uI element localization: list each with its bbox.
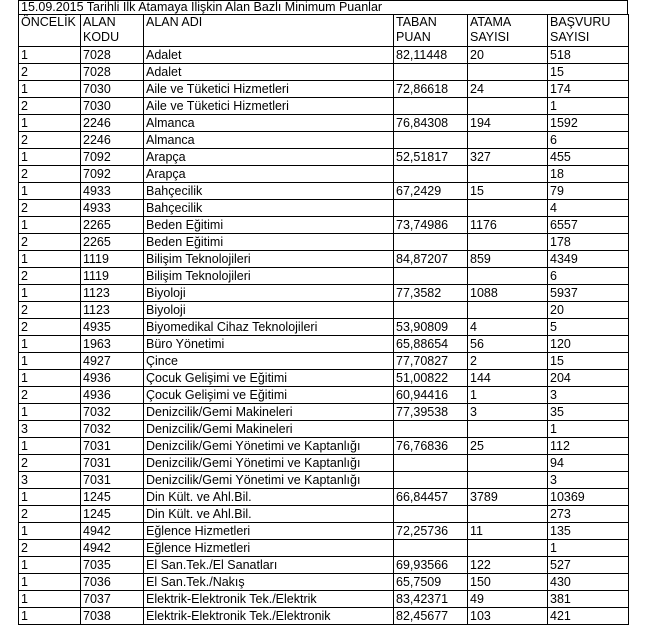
cell-alan-kodu: 7092	[81, 149, 144, 166]
cell-basvuru-sayisi: 1	[548, 540, 629, 557]
header-row	[19, 15, 629, 47]
cell-alan-kodu: 1963	[81, 336, 144, 353]
header-alan-adi: ALAN ADI	[144, 15, 394, 47]
cell-basvuru-sayisi: 6	[548, 132, 629, 149]
cell-basvuru-sayisi: 6	[548, 268, 629, 285]
cell-taban-puan: 72,25736	[394, 523, 468, 540]
cell-oncelik: 2	[19, 540, 81, 557]
cell-taban-puan	[394, 166, 468, 183]
cell-oncelik: 1	[19, 557, 81, 574]
cell-alan-kodu: 1245	[81, 506, 144, 523]
table-row	[19, 183, 629, 200]
cell-oncelik: 1	[19, 353, 81, 370]
cell-alan-kodu: 2246	[81, 115, 144, 132]
cell-taban-puan: 60,94416	[394, 387, 468, 404]
cell-oncelik: 1	[19, 115, 81, 132]
table-row	[19, 285, 629, 302]
cell-atama-sayisi	[468, 421, 548, 438]
table-row	[19, 404, 629, 421]
table-row	[19, 81, 629, 98]
cell-atama-sayisi	[468, 64, 548, 81]
cell-taban-puan: 76,84308	[394, 115, 468, 132]
cell-alan-kodu: 7030	[81, 98, 144, 115]
cell-atama-sayisi	[468, 472, 548, 489]
cell-alan-kodu: 7092	[81, 166, 144, 183]
cell-atama-sayisi: 1	[468, 387, 548, 404]
cell-basvuru-sayisi: 381	[548, 591, 629, 608]
cell-oncelik: 2	[19, 132, 81, 149]
table-row	[19, 319, 629, 336]
cell-taban-puan: 77,70827	[394, 353, 468, 370]
cell-basvuru-sayisi: 5937	[548, 285, 629, 302]
cell-oncelik: 1	[19, 489, 81, 506]
cell-taban-puan	[394, 132, 468, 149]
cell-alan-adi: Çocuk Gelişimi ve Eğitimi	[144, 370, 394, 387]
cell-basvuru-sayisi: 20	[548, 302, 629, 319]
cell-alan-adi: Çince	[144, 353, 394, 370]
header-basvuru-sayisi: BAŞVURU SAYISI	[548, 15, 629, 47]
cell-alan-kodu: 2265	[81, 234, 144, 251]
cell-taban-puan	[394, 540, 468, 557]
cell-alan-kodu: 7031	[81, 472, 144, 489]
cell-alan-adi: Almanca	[144, 115, 394, 132]
cell-oncelik: 2	[19, 234, 81, 251]
cell-alan-kodu: 4933	[81, 200, 144, 217]
cell-alan-adi: Bilişim Teknolojileri	[144, 251, 394, 268]
table-row	[19, 64, 629, 81]
cell-oncelik: 2	[19, 302, 81, 319]
cell-alan-kodu: 1123	[81, 285, 144, 302]
table-row	[19, 455, 629, 472]
cell-taban-puan: 67,2429	[394, 183, 468, 200]
cell-taban-puan: 84,87207	[394, 251, 468, 268]
cell-alan-adi: Çocuk Gelişimi ve Eğitimi	[144, 387, 394, 404]
cell-alan-adi: Adalet	[144, 64, 394, 81]
cell-alan-adi: Denizcilik/Gemi Makineleri	[144, 404, 394, 421]
cell-alan-kodu: 4936	[81, 370, 144, 387]
cell-oncelik: 1	[19, 81, 81, 98]
cell-taban-puan	[394, 98, 468, 115]
table-row	[19, 336, 629, 353]
cell-alan-kodu: 7031	[81, 455, 144, 472]
cell-taban-puan: 65,7509	[394, 574, 468, 591]
cell-atama-sayisi: 859	[468, 251, 548, 268]
cell-basvuru-sayisi: 79	[548, 183, 629, 200]
table-row	[19, 370, 629, 387]
cell-atama-sayisi: 15	[468, 183, 548, 200]
cell-alan-adi: Adalet	[144, 47, 394, 64]
cell-atama-sayisi: 1176	[468, 217, 548, 234]
cell-basvuru-sayisi: 112	[548, 438, 629, 455]
cell-basvuru-sayisi: 120	[548, 336, 629, 353]
cell-basvuru-sayisi: 135	[548, 523, 629, 540]
cell-atama-sayisi: 3	[468, 404, 548, 421]
cell-taban-puan: 73,74986	[394, 217, 468, 234]
cell-alan-kodu: 7036	[81, 574, 144, 591]
cell-alan-adi: Denizcilik/Gemi Makineleri	[144, 421, 394, 438]
cell-atama-sayisi: 4	[468, 319, 548, 336]
table-row	[19, 506, 629, 523]
table-row	[19, 387, 629, 404]
cell-basvuru-sayisi: 174	[548, 81, 629, 98]
cell-taban-puan	[394, 200, 468, 217]
cell-basvuru-sayisi: 6557	[548, 217, 629, 234]
cell-taban-puan: 83,42371	[394, 591, 468, 608]
cell-taban-puan	[394, 455, 468, 472]
cell-atama-sayisi	[468, 540, 548, 557]
page-title: 15.09.2015 Tarihli İlk Atamaya İlişkin Alan Bazlı Minimum Puanlar	[18, 0, 628, 14]
cell-taban-puan: 77,3582	[394, 285, 468, 302]
cell-oncelik: 2	[19, 319, 81, 336]
cell-oncelik: 2	[19, 268, 81, 285]
cell-alan-adi: Arapça	[144, 166, 394, 183]
cell-atama-sayisi: 25	[468, 438, 548, 455]
table-row	[19, 47, 629, 64]
cell-alan-adi: Arapça	[144, 149, 394, 166]
cell-basvuru-sayisi: 10369	[548, 489, 629, 506]
cell-basvuru-sayisi: 1	[548, 421, 629, 438]
cell-alan-adi: El San.Tek./Nakış	[144, 574, 394, 591]
cell-taban-puan: 69,93566	[394, 557, 468, 574]
spreadsheet	[18, 0, 628, 625]
cell-oncelik: 2	[19, 506, 81, 523]
cell-oncelik: 1	[19, 336, 81, 353]
cell-alan-adi: El San.Tek./El Sanatları	[144, 557, 394, 574]
cell-atama-sayisi	[468, 166, 548, 183]
table-row	[19, 489, 629, 506]
table-row	[19, 540, 629, 557]
table-row	[19, 353, 629, 370]
table-row	[19, 438, 629, 455]
table-row	[19, 268, 629, 285]
cell-atama-sayisi	[468, 234, 548, 251]
cell-oncelik: 1	[19, 591, 81, 608]
table-row	[19, 302, 629, 319]
cell-alan-adi: Bahçecilik	[144, 200, 394, 217]
cell-alan-adi: Eğlence Hizmetleri	[144, 523, 394, 540]
table-row	[19, 132, 629, 149]
cell-taban-puan: 76,76836	[394, 438, 468, 455]
cell-taban-puan: 72,86618	[394, 81, 468, 98]
header-alan-kodu: ALAN KODU	[81, 15, 144, 47]
cell-oncelik: 2	[19, 200, 81, 217]
cell-atama-sayisi	[468, 268, 548, 285]
cell-oncelik: 2	[19, 166, 81, 183]
cell-alan-adi: Elektrik-Elektronik Tek./Elektronik	[144, 608, 394, 625]
cell-alan-kodu: 1123	[81, 302, 144, 319]
cell-alan-kodu: 7035	[81, 557, 144, 574]
cell-basvuru-sayisi: 178	[548, 234, 629, 251]
cell-alan-adi: Beden Eğitimi	[144, 217, 394, 234]
cell-basvuru-sayisi: 430	[548, 574, 629, 591]
cell-alan-kodu: 1119	[81, 268, 144, 285]
cell-alan-adi: Bilişim Teknolojileri	[144, 268, 394, 285]
table-row	[19, 251, 629, 268]
table-row	[19, 608, 629, 625]
cell-atama-sayisi	[468, 506, 548, 523]
cell-basvuru-sayisi: 1592	[548, 115, 629, 132]
header-atama-sayisi: ATAMA SAYISI	[468, 15, 548, 47]
cell-alan-kodu: 2246	[81, 132, 144, 149]
cell-alan-adi: Aile ve Tüketici Hizmetleri	[144, 81, 394, 98]
cell-alan-adi: Din Kült. ve Ahl.Bil.	[144, 489, 394, 506]
cell-alan-adi: Biyomedikal Cihaz Teknolojileri	[144, 319, 394, 336]
cell-oncelik: 2	[19, 64, 81, 81]
cell-basvuru-sayisi: 3	[548, 472, 629, 489]
cell-taban-puan	[394, 421, 468, 438]
cell-taban-puan: 82,45677	[394, 608, 468, 625]
cell-alan-adi: Biyoloji	[144, 302, 394, 319]
cell-alan-adi: Eğlence Hizmetleri	[144, 540, 394, 557]
cell-atama-sayisi: 103	[468, 608, 548, 625]
cell-alan-adi: Almanca	[144, 132, 394, 149]
cell-alan-kodu: 4942	[81, 540, 144, 557]
cell-taban-puan	[394, 64, 468, 81]
cell-basvuru-sayisi: 18	[548, 166, 629, 183]
table-row	[19, 200, 629, 217]
cell-atama-sayisi: 56	[468, 336, 548, 353]
cell-atama-sayisi	[468, 455, 548, 472]
table-row	[19, 557, 629, 574]
cell-basvuru-sayisi: 15	[548, 353, 629, 370]
table-row	[19, 421, 629, 438]
cell-oncelik: 1	[19, 438, 81, 455]
cell-taban-puan: 65,88654	[394, 336, 468, 353]
cell-basvuru-sayisi: 518	[548, 47, 629, 64]
cell-atama-sayisi: 1088	[468, 285, 548, 302]
cell-alan-adi: Bahçecilik	[144, 183, 394, 200]
table-row	[19, 149, 629, 166]
data-table	[18, 14, 629, 625]
table-row	[19, 574, 629, 591]
cell-oncelik: 2	[19, 387, 81, 404]
cell-alan-adi: Denizcilik/Gemi Yönetimi ve Kaptanlığı	[144, 438, 394, 455]
cell-alan-kodu: 7030	[81, 81, 144, 98]
cell-atama-sayisi	[468, 132, 548, 149]
cell-alan-kodu: 4933	[81, 183, 144, 200]
cell-basvuru-sayisi: 4349	[548, 251, 629, 268]
table-row	[19, 98, 629, 115]
cell-basvuru-sayisi: 1	[548, 98, 629, 115]
cell-alan-kodu: 2265	[81, 217, 144, 234]
table-row	[19, 523, 629, 540]
header-taban-puan: TABAN PUAN	[394, 15, 468, 47]
cell-oncelik: 1	[19, 285, 81, 302]
cell-alan-adi: Büro Yönetimi	[144, 336, 394, 353]
cell-basvuru-sayisi: 273	[548, 506, 629, 523]
table-row	[19, 217, 629, 234]
table-row	[19, 166, 629, 183]
cell-atama-sayisi: 144	[468, 370, 548, 387]
cell-basvuru-sayisi: 35	[548, 404, 629, 421]
cell-alan-adi: Biyoloji	[144, 285, 394, 302]
cell-atama-sayisi	[468, 98, 548, 115]
cell-oncelik: 1	[19, 404, 81, 421]
table-body	[19, 47, 629, 625]
cell-atama-sayisi	[468, 302, 548, 319]
cell-oncelik: 1	[19, 47, 81, 64]
cell-atama-sayisi: 122	[468, 557, 548, 574]
cell-basvuru-sayisi: 94	[548, 455, 629, 472]
cell-alan-kodu: 7028	[81, 64, 144, 81]
cell-oncelik: 3	[19, 421, 81, 438]
cell-taban-puan: 82,11448	[394, 47, 468, 64]
cell-oncelik: 1	[19, 149, 81, 166]
cell-basvuru-sayisi: 421	[548, 608, 629, 625]
cell-taban-puan: 53,90809	[394, 319, 468, 336]
cell-taban-puan: 51,00822	[394, 370, 468, 387]
cell-taban-puan: 77,39538	[394, 404, 468, 421]
table-row	[19, 234, 629, 251]
cell-alan-adi: Denizcilik/Gemi Yönetimi ve Kaptanlığı	[144, 472, 394, 489]
cell-taban-puan	[394, 472, 468, 489]
cell-taban-puan	[394, 302, 468, 319]
cell-basvuru-sayisi: 3	[548, 387, 629, 404]
cell-atama-sayisi: 194	[468, 115, 548, 132]
cell-oncelik: 2	[19, 455, 81, 472]
cell-alan-kodu: 7032	[81, 404, 144, 421]
cell-taban-puan	[394, 234, 468, 251]
cell-atama-sayisi: 3789	[468, 489, 548, 506]
cell-basvuru-sayisi: 527	[548, 557, 629, 574]
cell-alan-adi: Denizcilik/Gemi Yönetimi ve Kaptanlığı	[144, 455, 394, 472]
cell-basvuru-sayisi: 204	[548, 370, 629, 387]
table-row	[19, 591, 629, 608]
cell-atama-sayisi: 2	[468, 353, 548, 370]
cell-atama-sayisi: 20	[468, 47, 548, 64]
cell-alan-kodu: 1119	[81, 251, 144, 268]
cell-alan-kodu: 4936	[81, 387, 144, 404]
cell-alan-adi: Din Kült. ve Ahl.Bil.	[144, 506, 394, 523]
cell-atama-sayisi: 11	[468, 523, 548, 540]
cell-taban-puan	[394, 506, 468, 523]
cell-basvuru-sayisi: 4	[548, 200, 629, 217]
cell-alan-kodu: 4935	[81, 319, 144, 336]
cell-alan-kodu: 4927	[81, 353, 144, 370]
table-row	[19, 472, 629, 489]
cell-basvuru-sayisi: 15	[548, 64, 629, 81]
cell-basvuru-sayisi: 5	[548, 319, 629, 336]
cell-atama-sayisi: 24	[468, 81, 548, 98]
cell-basvuru-sayisi: 455	[548, 149, 629, 166]
cell-oncelik: 3	[19, 472, 81, 489]
header-oncelik: ÖNCELİK	[19, 15, 81, 47]
cell-taban-puan: 52,51817	[394, 149, 468, 166]
cell-taban-puan	[394, 268, 468, 285]
cell-alan-kodu: 7037	[81, 591, 144, 608]
table-row	[19, 115, 629, 132]
cell-atama-sayisi: 327	[468, 149, 548, 166]
cell-alan-adi: Beden Eğitimi	[144, 234, 394, 251]
cell-oncelik: 1	[19, 574, 81, 591]
cell-taban-puan: 66,84457	[394, 489, 468, 506]
cell-atama-sayisi	[468, 200, 548, 217]
cell-oncelik: 2	[19, 98, 81, 115]
cell-alan-adi: Aile ve Tüketici Hizmetleri	[144, 98, 394, 115]
cell-alan-kodu: 7038	[81, 608, 144, 625]
cell-atama-sayisi: 49	[468, 591, 548, 608]
cell-oncelik: 1	[19, 370, 81, 387]
cell-alan-adi: Elektrik-Elektronik Tek./Elektrik	[144, 591, 394, 608]
cell-atama-sayisi: 150	[468, 574, 548, 591]
cell-oncelik: 1	[19, 608, 81, 625]
cell-alan-kodu: 4942	[81, 523, 144, 540]
cell-alan-kodu: 7031	[81, 438, 144, 455]
cell-oncelik: 1	[19, 217, 81, 234]
cell-oncelik: 1	[19, 251, 81, 268]
cell-oncelik: 1	[19, 183, 81, 200]
cell-alan-kodu: 7028	[81, 47, 144, 64]
cell-oncelik: 1	[19, 523, 81, 540]
cell-alan-kodu: 1245	[81, 489, 144, 506]
cell-alan-kodu: 7032	[81, 421, 144, 438]
